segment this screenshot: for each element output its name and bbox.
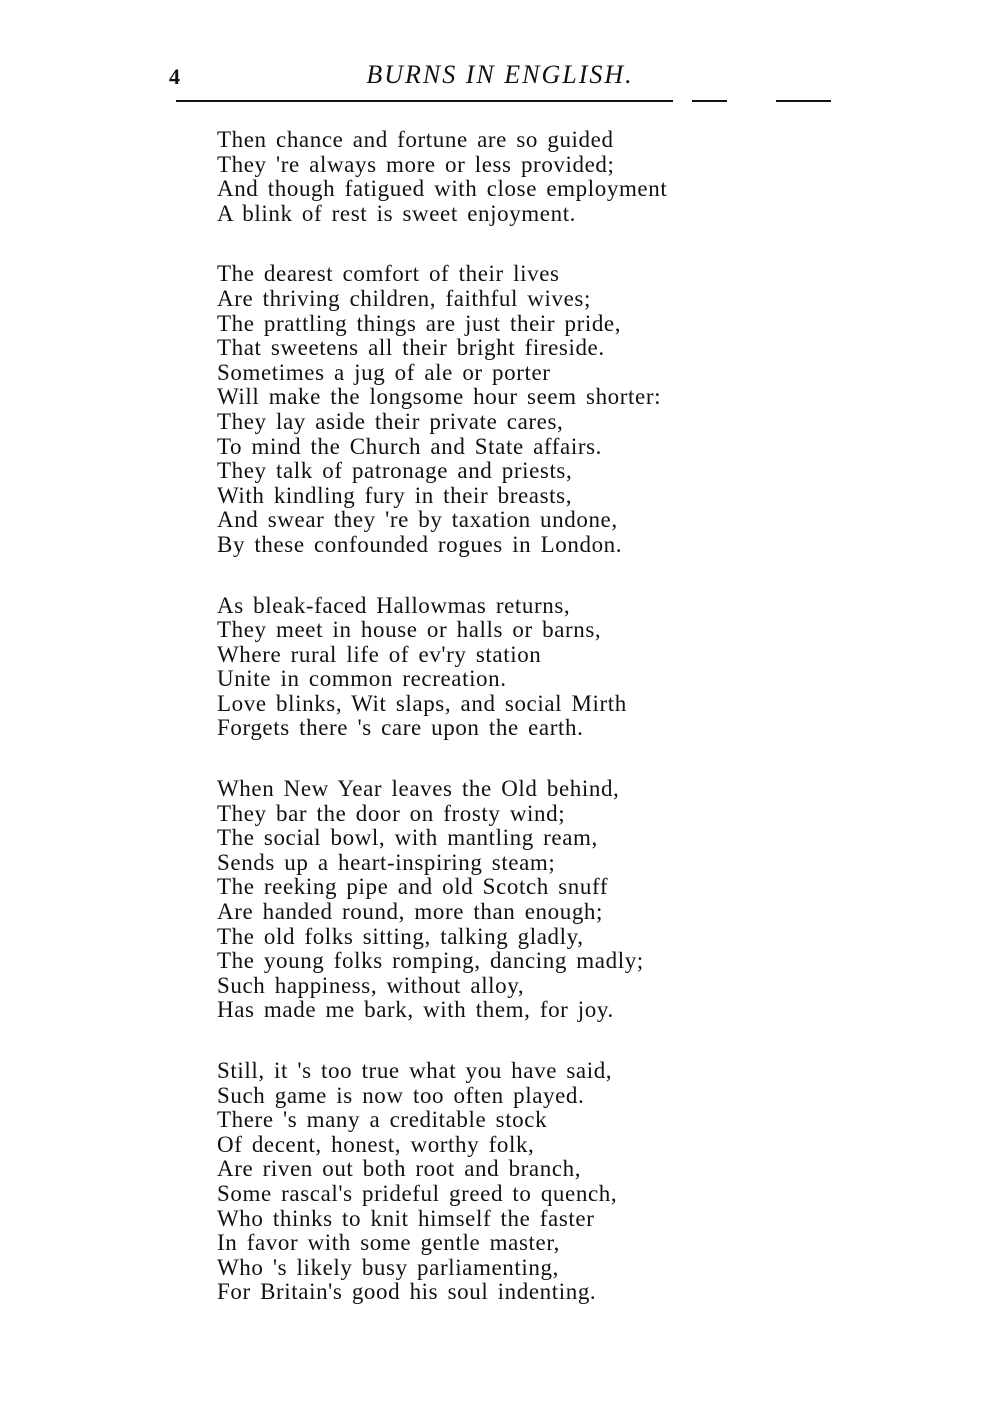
verse-line: When New Year leaves the Old behind, <box>217 776 620 802</box>
verse-line: There 's many a creditable stock <box>217 1107 548 1133</box>
verse-line: Love blinks, Wit slaps, and social Mirth <box>217 690 627 716</box>
verse-line: In favor with some gentle master, <box>217 1230 561 1256</box>
verse-line: They talk of patronage and priests, <box>217 458 573 484</box>
verse-line: Such happiness, without alloy, <box>217 972 525 998</box>
verse-line: Are riven out both root and branch, <box>217 1156 582 1182</box>
verse-line: Are thriving children, faithful wives; <box>217 285 591 311</box>
verse-line: With kindling fury in their breasts, <box>217 482 573 508</box>
stanza <box>217 128 817 226</box>
stanza <box>217 594 817 742</box>
verse-line: To mind the Church and State affairs. <box>217 433 602 459</box>
verse-line: Of decent, honest, worthy folk, <box>217 1131 535 1157</box>
verse-line: Sometimes a jug of ale or porter <box>217 359 551 385</box>
stanza <box>217 262 817 557</box>
header-rule <box>176 100 673 102</box>
verse-line: The dearest comfort of their lives <box>217 261 560 287</box>
verse-line: The social bowl, with mantling ream, <box>217 825 598 851</box>
verse-line: Then chance and fortune are so guided <box>217 127 614 152</box>
verse-line: Who 's likely busy parliamenting, <box>217 1254 559 1280</box>
running-title: BURNS IN ENGLISH. <box>366 60 634 89</box>
verse-line: Some rascal's prideful greed to quench, <box>217 1180 618 1206</box>
stanza <box>217 1059 817 1305</box>
verse-line: Who thinks to knit himself the faster <box>217 1205 595 1231</box>
verse-line: A blink of rest is sweet enjoyment. <box>217 200 577 226</box>
verse-line: As bleak-faced Hallowmas returns, <box>217 592 571 618</box>
verse-line: Still, it 's too true what you have said, <box>217 1058 613 1083</box>
poem-body <box>217 128 817 1341</box>
verse-line: The young folks romping, dancing madly; <box>217 948 644 974</box>
verse-line: They 're always more or less provided; <box>217 151 615 177</box>
verse-line: Sends up a heart-inspiring steam; <box>217 849 556 875</box>
verse-line: Where rural life of ev'ry station <box>217 641 542 667</box>
verse-line: And swear they 're by taxation undone, <box>217 507 618 533</box>
verse-line: The reeking pipe and old Scotch snuff <box>217 874 609 900</box>
verse-line: That sweetens all their bright fireside. <box>217 335 605 361</box>
verse-line: Forgets there 's care upon the earth. <box>217 715 584 741</box>
verse-line: Unite in common recreation. <box>217 666 507 692</box>
header-rule-dash <box>692 100 727 102</box>
verse-line: The prattling things are just their pride, <box>217 310 622 336</box>
verse-line: For Britain's good his soul indenting. <box>217 1279 597 1305</box>
verse-line: Are handed round, more than enough; <box>217 899 604 925</box>
page-number: 4 <box>169 64 180 89</box>
verse-line: They bar the door on frosty wind; <box>217 800 566 826</box>
verse-line: Has made me bark, with them, for joy. <box>217 997 614 1023</box>
header-rule-dash <box>776 100 831 102</box>
verse-line: Will make the longsome hour seem shorter: <box>217 384 662 410</box>
verse-line: They lay aside their private cares, <box>217 408 564 434</box>
verse-line: They meet in house or halls or barns, <box>217 617 602 643</box>
verse-line: The old folks sitting, talking gladly, <box>217 923 584 949</box>
verse-line: By these confounded rogues in London. <box>217 531 623 557</box>
verse-line: Such game is now too often played. <box>217 1082 585 1108</box>
verse-line: And though fatigued with close employment <box>217 176 668 202</box>
stanza <box>217 777 817 1023</box>
